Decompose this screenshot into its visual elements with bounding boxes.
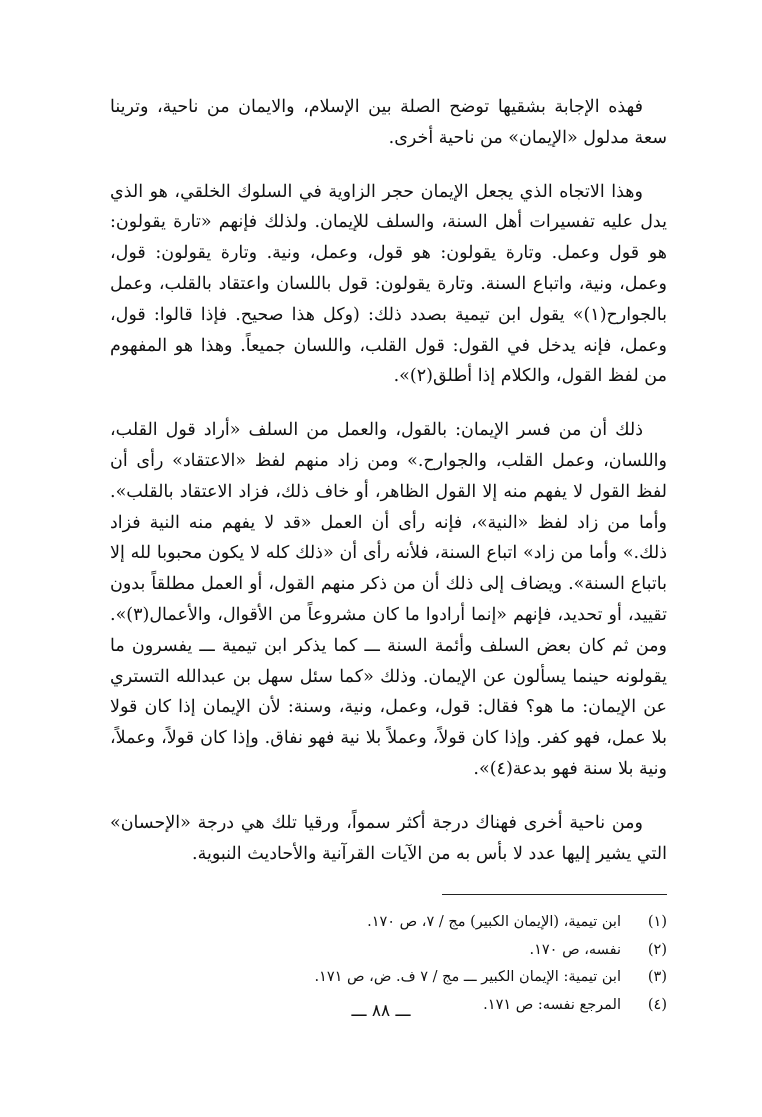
paragraph-1: فهذه الإجابة بشقيها توضح الصلة بين الإسلام، والايمان من ناحية، وترينا سعة مدلول «الإيمان» من ناحية أخرى. xyxy=(110,97,667,148)
footnote-number: (١) xyxy=(647,914,667,931)
footnote-3 xyxy=(110,964,667,992)
footnote-text: نفسه، ص ١٧٠. xyxy=(529,941,621,958)
footnote-separator xyxy=(442,894,667,895)
footnote-text: ابن تيمية: الإيمان الكبير ـــ مج / ٧ ف. ض، ص ١٧١. xyxy=(314,969,621,986)
page-body xyxy=(110,92,667,1082)
footnote-1 xyxy=(110,909,667,937)
footnote-2 xyxy=(110,937,667,965)
page-number xyxy=(0,1000,762,1022)
footnote-number: (٣) xyxy=(647,969,667,986)
footnote-number: (٢) xyxy=(647,941,667,958)
footnote-number: (٤) xyxy=(647,996,667,1013)
page-number-label: ـــ ٨٨ ـــ xyxy=(351,1001,411,1021)
paragraph-2: وهذا الاتجاه الذي يجعل الإيمان حجر الزاوية في السلوك الخلقي، هو الذي يدل عليه تفسيرات أهل السنة، والسلف للإيمان. ولذلك فإنهم «تارة يقولون: هو قول وعمل. وتارة يقولون: هو قول، وعمل، ونية. وتارة يقولون: قول، وعمل، ونية، واتباع السنة. وتارة يقولون: قول باللسان واعتقاد بالقلب، وعمل بالجوارح(١)» يقول ابن تيمية بصدد ذلك: (وكل هذا صحيح. فإذا قالوا: قول، وعمل، فإنه يدخل في القول: قول القلب، واللسان جميعاً. وهذا هو المفهوم من لفظ القول، والكلام إذا أطلق(٢)». xyxy=(110,181,667,387)
footnote-text: ابن تيمية، (الإيمان الكبير) مج / ٧، ص ١٧٠. xyxy=(367,914,621,931)
paragraph-4: ومن ناحية أخرى فهناك درجة أكثر سمواً، ورقيا تلك هي درجة «الإحسان» التي يشير إليها عدد لا بأس به من الآيات القرآنية والأحاديث النبوية. xyxy=(110,812,667,864)
footnote-text: المرجع نفسه: ص ١٧١. xyxy=(483,996,621,1013)
paragraph-3: ذلك أن من فسر الإيمان: بالقول، والعمل من السلف «أراد قول القلب، واللسان، وعمل القلب، والجوارح.» ومن زاد منهم لفظ «الاعتقاد» رأى أن لفظ القول لا يفهم منه إلا القول الظاهر، أو خاف ذلك، فزاد الاعتقاد بالقلب». وأما من زاد لفظ «النية»، فإنه رأى أن العمل «قد لا يفهم منه النية فزاد ذلك.» وأما من زاد» اتباع السنة، فلأنه رأى أن «ذلك كله لا يكون محبوبا لله إلا باتباع السنة». ويضاف إلى ذلك أن من ذكر منهم القول، أو العمل مطلقاً بدون تقييد، أو تحديد، فإنهم «إنما أرادوا ما كان مشروعاً من الأقوال، والأعمال(٣)». ومن ثم كان بعض السلف وأئمة السنة ـــ كما يذكر ابن تيمية ـــ يفسرون ما يقولونه حينما يسألون عن الإيمان. وذلك «كما سئل سهل بن عبدالله التستري عن الإيمان: ما هو؟ فقال: قول، وعمل، ونية، وسنة: لأن الإيمان إذا كان قولا بلا عمل، فهو كفر. وإذا كان قولاً، وعملاً بلا نية فهو نفاق. وإذا كان قولاً، وعملاً، ونية بلا سنة فهو بدعة(٤)». xyxy=(110,420,667,779)
